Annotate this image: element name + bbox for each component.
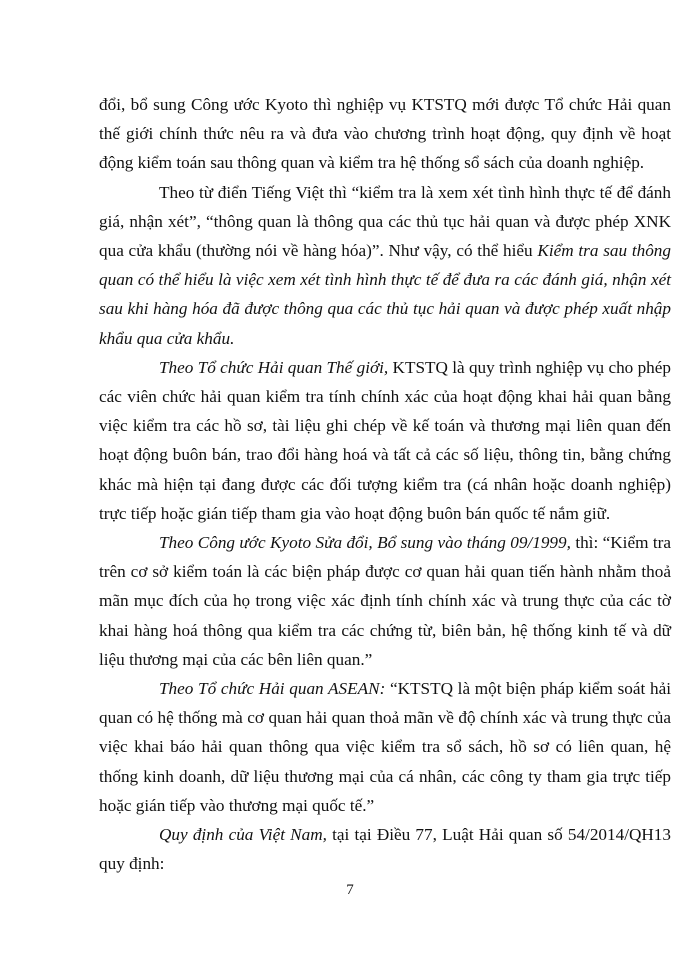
- paragraph-5: [99, 674, 671, 820]
- paragraph-3-text: KTSTQ là quy trình nghiệp vụ cho phép các viên chức hải quan kiểm tra tính chính xác của hoạt động khai hải quan bằng việc kiểm tra các hồ sơ, tài liệu ghi chép về kế toán và thương mại liên quan đến hoạt động buôn bán, trao đổi hàng hoá và tất cả các số liệu, thông tin, bằng chứng khác mà hiện tại đang được các đối tượng kiểm tra (cá nhân hoặc doanh nghiệp) trực tiếp hoặc gián tiếp tham gia vào hoạt động buôn bán quốc tế nắm giữ.: [99, 357, 671, 523]
- paragraph-1: đổi, bổ sung Công ước Kyoto thì nghiệp vụ KTSTQ mới được Tổ chức Hải quan thế giới chính thức nêu ra và đưa vào chương trình hoạt động, quy định về hoạt động kiểm toán sau thông quan và kiểm tra hệ thống sổ sách của doanh nghiệp.: [99, 95, 671, 173]
- paragraph-3-italic: Theo Tổ chức Hải quan Thế giới,: [159, 357, 389, 377]
- paragraph-6-italic: Quy định của Việt Nam,: [159, 825, 327, 845]
- page-number: 7: [346, 882, 354, 898]
- body-text: [99, 90, 671, 878]
- paragraph-4-italic: Theo Công ước Kyoto Sửa đổi, Bổ sung vào tháng 09/1999,: [159, 533, 571, 553]
- paragraph-5-text: “KTSTQ là một biện pháp kiểm soát hải quan có hệ thống mà cơ quan hải quan thoả mãn về độ chính xác và trung thực của việc khai báo hải quan thông qua việc kiểm tra sổ sách, hồ sơ có liên quan, hệ thống kinh doanh, dữ liệu thương mại của cá nhân, các công ty tham gia trực tiếp hoặc gián tiếp vào thương mại quốc tế.”: [99, 679, 671, 815]
- paragraph-6-text: tại tại Điều 77, Luật Hải quan số 54/2014/QH13 quy định:: [99, 825, 671, 874]
- paragraph-5-italic: Theo Tổ chức Hải quan ASEAN:: [159, 679, 386, 699]
- paragraph-2-text: Theo từ điển Tiếng Việt thì “kiểm tra là xem xét tình hình thực tế để đánh giá, nhận xét”, “thông quan là thông qua các thủ tục hải quan và được phép XNK qua cửa khẩu (thường nói về hàng hóa)”. Như vậy, có thể hiểu: [99, 182, 671, 261]
- paragraph-4-text: thì: “Kiểm tra trên cơ sở kiểm toán là các biện pháp được cơ quan hải quan tiến hành nhằm thoả mãn mục đích của họ trong việc xác định tính chính xác và trung thực của các tờ khai hàng hoá thông qua kiểm tra các chứng từ, biên bản, hệ thống kinh tế và dữ liệu thương mại của các bên liên quan.”: [99, 533, 671, 669]
- paragraph-3: [99, 353, 671, 528]
- paragraph-4: [99, 528, 671, 674]
- paragraph-2: [99, 178, 671, 353]
- paragraph-6: [99, 820, 671, 878]
- paragraph-2-italic: Kiểm tra sau thông quan có thể hiểu là việc xem xét tình hình thực tế để đưa ra các đánh giá, nhận xét sau khi hàng hóa đã được thông qua các thủ tục hải quan và được phép xuất nhập khẩu qua cửa khẩu.: [99, 241, 671, 348]
